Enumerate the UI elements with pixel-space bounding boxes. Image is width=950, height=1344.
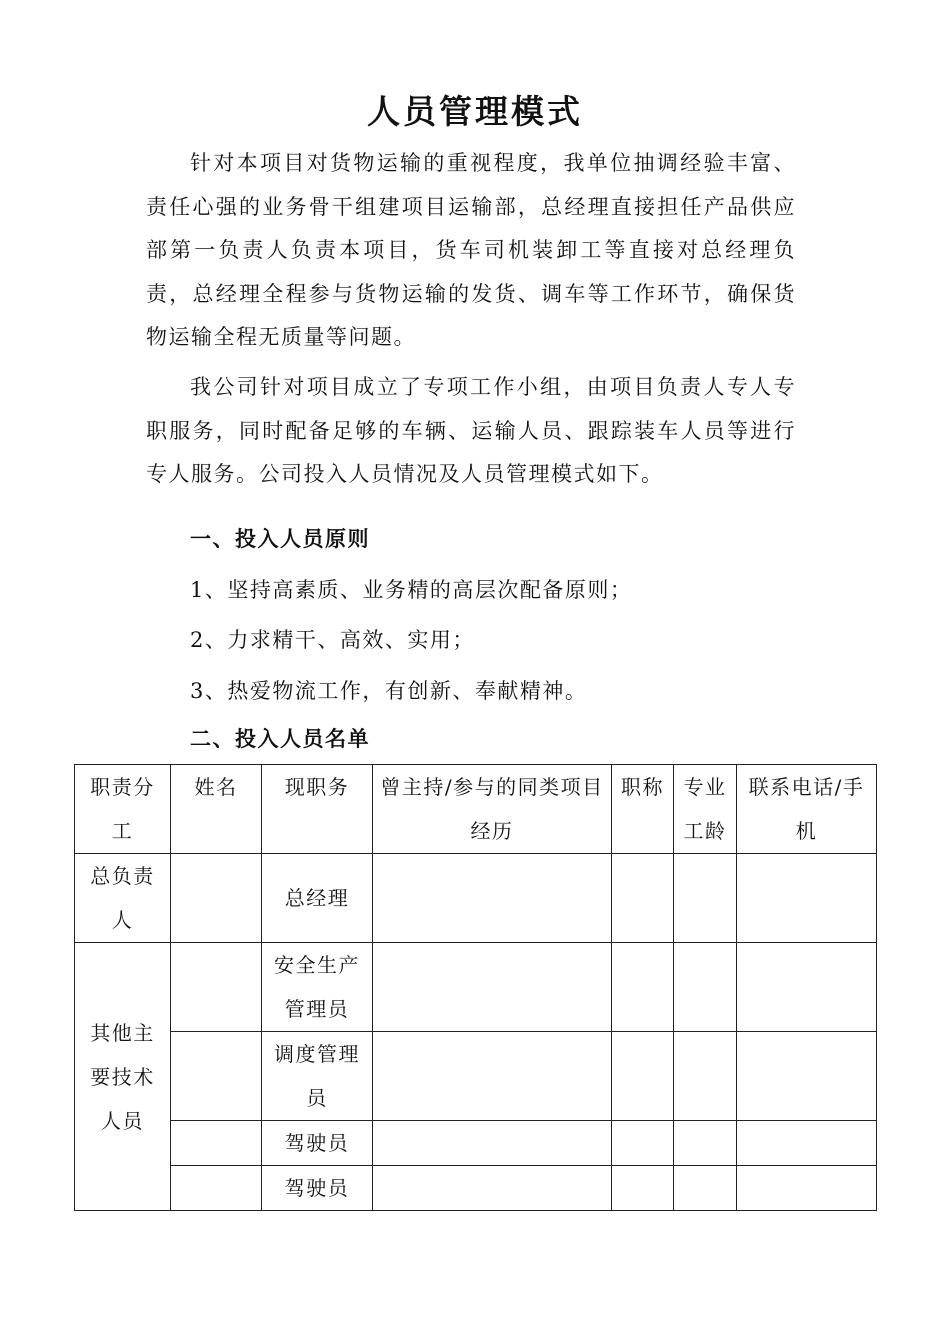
header-cell-role: 职责分工: [75, 765, 171, 854]
experience-cell: [373, 854, 612, 943]
page-title: 人员管理模式: [367, 92, 583, 131]
title-cell: [612, 1121, 674, 1166]
seniority-cell: [674, 1121, 737, 1166]
header-cell-title: 职称: [612, 765, 674, 854]
seniority-cell: [674, 943, 737, 1032]
title-cell: [612, 1032, 674, 1121]
title-cell: [612, 1166, 674, 1211]
name-cell: [171, 1121, 262, 1166]
seniority-cell: [674, 854, 737, 943]
section-heading-principles: 一、投入人员原则: [190, 527, 370, 551]
title-cell: [612, 943, 674, 1032]
table-header-row: [75, 765, 877, 854]
header-cell-phone: 联系电话/手机: [737, 765, 877, 854]
title-cell: [612, 854, 674, 943]
position-cell: 调度管理员: [262, 1032, 373, 1121]
phone-cell: [737, 1121, 877, 1166]
experience-cell: [373, 1121, 612, 1166]
header-cell-position: 现职务: [262, 765, 373, 854]
phone-cell: [737, 1032, 877, 1121]
name-cell: [171, 854, 262, 943]
principle-item: 3、热爱物流工作，有创新、奉献精神。: [190, 679, 588, 703]
table-row: [75, 1166, 877, 1211]
experience-cell: [373, 943, 612, 1032]
experience-cell: [373, 1166, 612, 1211]
header-cell-name: 姓名: [171, 765, 262, 854]
table-row: [75, 1032, 877, 1121]
principle-item: 2、力求精干、高效、实用；: [190, 628, 475, 652]
seniority-cell: [674, 1032, 737, 1121]
role-cell-others: 其他主要技术人员: [75, 943, 171, 1211]
name-cell: [171, 943, 262, 1032]
table-row: [75, 854, 877, 943]
name-cell: [171, 1032, 262, 1121]
name-cell: [171, 1166, 262, 1211]
position-cell: 驾驶员: [262, 1121, 373, 1166]
principle-item: 1、坚持高素质、业务精的高层次配备原则；: [190, 578, 633, 602]
phone-cell: [737, 1166, 877, 1211]
phone-cell: [737, 943, 877, 1032]
header-cell-seniority: 专业工龄: [674, 765, 737, 854]
paragraph-intro: 针对本项目对货物运输的重视程度，我单位抽调经验丰富、责任心强的业务骨干组建项目运输部，总经理直接担任产品供应部第一负责人负责本项目，货车司机装卸工等直接对总经理负责，总经理全程参与货物运输的发货、调车等工作环节，确保货物运输全程无质量等问题。: [146, 151, 796, 349]
table-row: [75, 943, 877, 1032]
experience-cell: [373, 1032, 612, 1121]
position-cell: 安全生产管理员: [262, 943, 373, 1032]
position-cell: 总经理: [262, 854, 373, 943]
role-cell-head: 总负责人: [75, 854, 171, 943]
paragraph-team: 我公司针对项目成立了专项工作小组，由项目负责人专人专职服务，同时配备足够的车辆、运输人员、跟踪装车人员等进行专人服务。公司投入人员情况及人员管理模式如下。: [146, 375, 796, 486]
table-row: [75, 1121, 877, 1166]
seniority-cell: [674, 1166, 737, 1211]
section-heading-staff-list: 二、投入人员名单: [190, 727, 370, 751]
phone-cell: [737, 854, 877, 943]
position-cell: 驾驶员: [262, 1166, 373, 1211]
header-cell-experience: 曾主持/参与的同类项目经历: [373, 765, 612, 854]
staff-table: [74, 764, 877, 1211]
